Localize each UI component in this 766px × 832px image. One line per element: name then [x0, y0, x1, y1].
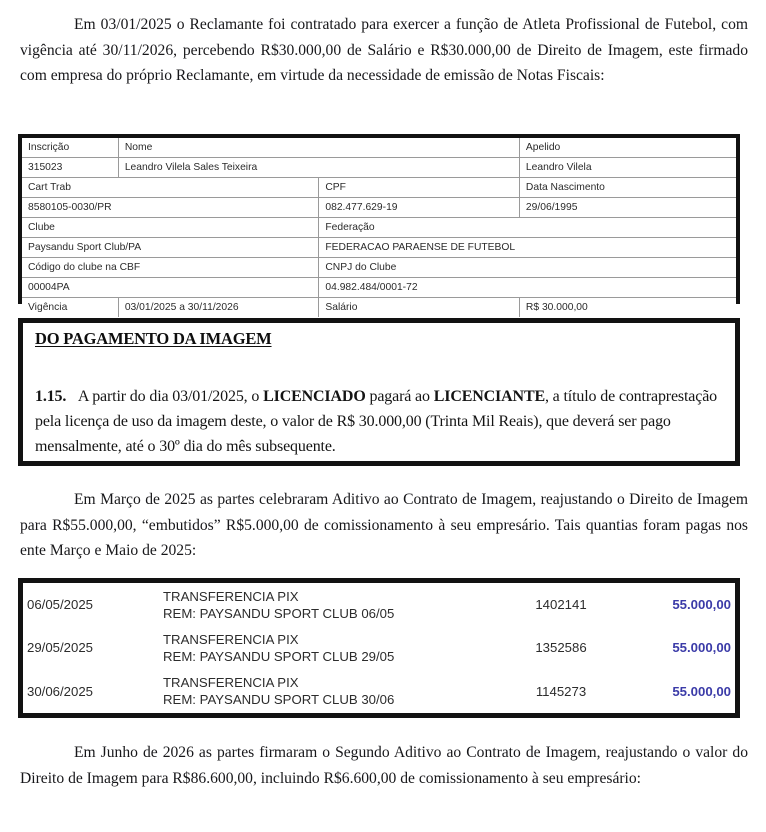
- registration-row: [22, 218, 736, 238]
- transaction-document-number: 1145273: [535, 683, 587, 699]
- registration-cell: Inscrição: [22, 138, 118, 158]
- transaction-date: 06/05/2025: [27, 597, 94, 613]
- registration-row: [22, 258, 736, 278]
- transaction-amount: 55.000,00: [672, 597, 731, 613]
- clause-spacer: [66, 388, 78, 405]
- paragraph-intro: [20, 12, 748, 89]
- registration-cell: 00004PA: [22, 278, 319, 298]
- clause-box-frame: [18, 318, 740, 466]
- transactions-table: [23, 583, 735, 713]
- transaction-description: [159, 626, 487, 669]
- transaction-description: [159, 583, 487, 626]
- transaction-description-line1: TRANSFERENCIA PIX: [163, 588, 299, 604]
- transaction-description: [159, 670, 487, 713]
- paragraph-intro-text: Em 03/01/2025 o Reclamante foi contratado para exercer a função de Atleta Profissional de Futebol, com vigência até 30/11/2026, percebendo R$30.000,00 de Salário e R$30.000,00 de Direito de Imagem, este firmado com empresa do próprio Reclamante, em virtude da necessidade de emissão de Notas Fiscais:: [20, 16, 748, 84]
- table-row: [23, 583, 735, 626]
- clause-box-inner: [23, 323, 735, 461]
- registration-cell: Apelido: [519, 138, 736, 158]
- clause-number: 1.15.: [35, 388, 67, 405]
- paragraph-march: [20, 487, 748, 564]
- paragraph-june-text: Em Junho de 2026 as partes firmaram o Segundo Aditivo ao Contrato de Imagem, reajustando o valor do Direito de Imagem para R$86.600,00, incluindo R$6.600,00 de comissionamento à seu empresário:: [20, 744, 748, 787]
- clause-body: [35, 384, 725, 459]
- clause-text-2: pagará ao: [365, 388, 434, 405]
- registration-cell: FEDERACAO PARAENSE DE FUTEBOL: [319, 238, 736, 258]
- clause-bold-licenciante: LICENCIANTE: [433, 388, 545, 405]
- registration-cell: CPF: [319, 178, 520, 198]
- registration-cell: Cart Trab: [22, 178, 319, 198]
- registration-row: [22, 138, 736, 158]
- registration-cell: Leandro Vilela: [519, 158, 736, 178]
- registration-cell: 03/01/2025 a 30/11/2026: [118, 298, 319, 318]
- transaction-date: 30/06/2025: [27, 683, 94, 699]
- transaction-description-line2: REM: PAYSANDU SPORT CLUB 30/06: [163, 692, 395, 708]
- paragraph-june: [20, 740, 748, 791]
- registration-cell: CNPJ do Clube: [319, 258, 736, 278]
- registration-cell: Leandro Vilela Sales Teixeira: [118, 158, 519, 178]
- registration-table-frame: [18, 134, 740, 313]
- registration-cell: Data Nascimento: [519, 178, 736, 198]
- transaction-description-line2: REM: PAYSANDU SPORT CLUB 29/05: [163, 648, 395, 664]
- registration-table-body: [22, 138, 736, 317]
- transactions-table-body: [23, 583, 735, 713]
- registration-row: [22, 158, 736, 178]
- transaction-description-line1: TRANSFERENCIA PIX: [163, 631, 299, 647]
- registration-cell: Nome: [118, 138, 519, 158]
- clause-bold-licenciado: LICENCIADO: [263, 388, 366, 405]
- registration-cell: 082.477.629-19: [319, 198, 520, 218]
- table-row: [23, 626, 735, 669]
- clause-title: DO PAGAMENTO DA IMAGEM: [35, 329, 272, 348]
- clause-text-3: , a título de contraprestação pela licença de uso da imagem deste, o valor de R$ 30.000,00 (Trinta Mil Reais), que deverá ser pago mensalmente, até o 30º dia do mês subsequente.: [35, 388, 718, 455]
- registration-cell: Paysandu Sport Club/PA: [22, 238, 319, 258]
- registration-cell: R$ 30.000,00: [519, 298, 736, 318]
- registration-table: [22, 138, 736, 317]
- registration-row: [22, 238, 736, 258]
- transaction-date: 29/05/2025: [27, 640, 94, 656]
- table-row: [23, 670, 735, 713]
- registration-cell: Código do clube na CBF: [22, 258, 319, 278]
- clause-text-1: A partir do dia 03/01/2025, o: [77, 388, 264, 405]
- registration-cell: Salário: [319, 298, 520, 318]
- registration-row: [22, 298, 736, 318]
- registration-cell: Clube: [22, 218, 319, 238]
- registration-cell: Federação: [319, 218, 736, 238]
- registration-row: [22, 198, 736, 218]
- registration-row: [22, 278, 736, 298]
- transactions-table-frame: [18, 578, 740, 718]
- paragraph-march-text: Em Março de 2025 as partes celebraram Aditivo ao Contrato de Imagem, reajustando o Direito de Imagem para R$55.000,00, “embutidos” R$5.000,00 de comissionamento à seu empresário. Tais quantias foram pagas nos ente Março e Maio de 2025:: [20, 491, 748, 559]
- transaction-document-number: 1402141: [535, 597, 587, 613]
- transaction-amount: 55.000,00: [672, 640, 731, 656]
- transaction-description-line1: TRANSFERENCIA PIX: [163, 675, 299, 691]
- registration-cell: 04.982.484/0001-72: [319, 278, 736, 298]
- registration-cell: 29/06/1995: [519, 198, 736, 218]
- transaction-document-number: 1352586: [535, 640, 587, 656]
- registration-cell: Vigência: [22, 298, 118, 318]
- registration-cell: 315023: [22, 158, 118, 178]
- registration-row: [22, 178, 736, 198]
- transaction-description-line2: REM: PAYSANDU SPORT CLUB 06/05: [163, 605, 395, 621]
- transaction-amount: 55.000,00: [672, 683, 731, 699]
- registration-cell: 8580105-0030/PR: [22, 198, 319, 218]
